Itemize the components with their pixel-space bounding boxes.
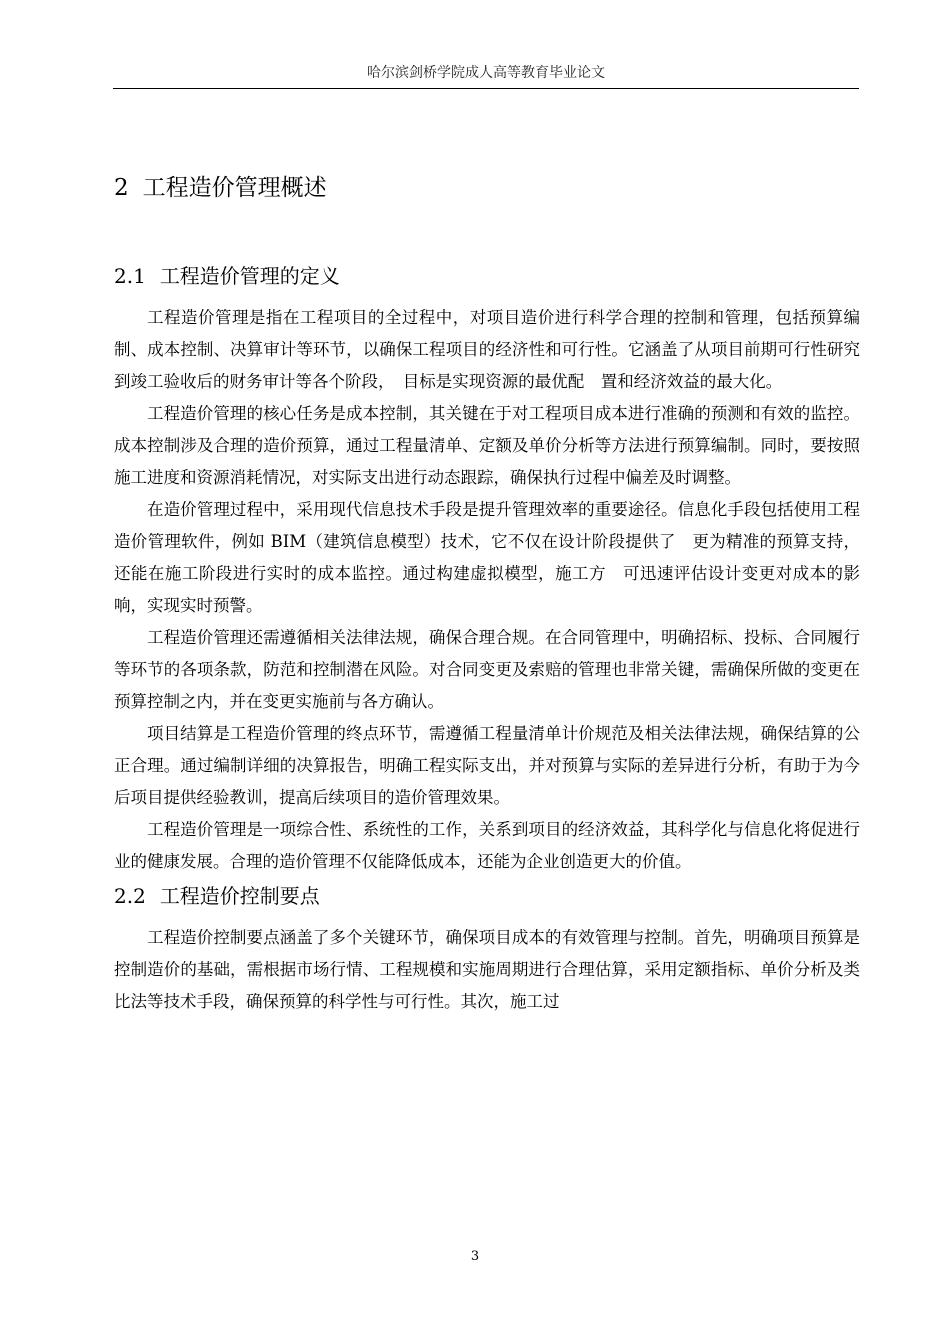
paragraph: 工程造价控制要点涵盖了多个关键环节，确保项目成本的有效管理与控制。首先，明确项目预算是控制造价的基础，需根据市场行情、工程规模和实施周期进行合理估算，采用定额指标、单价分析及类比法等技术手段，确保预算的科学性与可行性。其次，施工过 <box>114 928 860 1011</box>
section-heading <box>114 258 860 294</box>
paragraph: 在造价管理过程中，采用现代信息技术手段是提升管理效率的重要途径。信息化手段包括使用工程造价管理软件，例如 BIM（建筑信息模型）技术，它不仅在设计阶段提供了 更为精准的预算支持，还能在施工阶段进行实时的成本监控。通过构建虚拟模型，施工方 可迅速评估设计变更对成本的影响，实现实时预警。 <box>114 500 860 615</box>
section-title: 工程造价控制要点 <box>159 884 320 908</box>
section-heading <box>114 878 860 914</box>
header-rule <box>113 88 859 89</box>
page-content <box>114 168 860 1018</box>
section-title: 工程造价管理的定义 <box>159 264 340 288</box>
section-2-2 <box>114 878 860 1018</box>
running-header: 哈尔滨剑桥学院成人高等教育毕业论文 <box>367 65 605 81</box>
chapter-title: 工程造价管理概述 <box>142 175 327 201</box>
paragraph: 工程造价管理的核心任务是成本控制，其关键在于对工程项目成本进行准确的预测和有效的监控。成本控制涉及合理的造价预算，通过工程量清单、定额及单价分析等方法进行预算编制。同时，要按照施工进度和资源消耗情况，对实际支出进行动态跟踪，确保执行过程中偏差及时调整。 <box>114 404 860 487</box>
section-2-1 <box>114 258 860 878</box>
chapter-number: 2 <box>114 175 129 201</box>
paragraph: 工程造价管理还需遵循相关法律法规，确保合理合规。在合同管理中，明确招标、投标、合同履行等环节的各项条款，防范和控制潜在风险。对合同变更及索赔的管理也非常关键，需确保所做的变更在预算控制之内，并在变更实施前与各方确认。 <box>114 628 860 711</box>
section-number: 2.1 <box>114 264 146 288</box>
paragraph: 工程造价管理是一项综合性、系统性的工作，关系到项目的经济效益，其科学化与信息化将促进行业的健康发展。合理的造价管理不仅能降低成本，还能为企业创造更大的价值。 <box>114 820 860 871</box>
page-number: 3 <box>470 1249 480 1264</box>
paragraph: 项目结算是工程造价管理的终点环节，需遵循工程量清单计价规范及相关法律法规，确保结算的公正合理。通过编制详细的决算报告，明确工程实际支出，并对预算与实际的差异进行分析，有助于为今后项目提供经验教训，提高后续项目的造价管理效果。 <box>114 724 860 807</box>
chapter-heading <box>114 168 860 208</box>
paragraph: 工程造价管理是指在工程项目的全过程中，对项目造价进行科学合理的控制和管理，包括预算编制、成本控制、决算审计等环节，以确保工程项目的经济性和可行性。它涵盖了从项目前期可行性研究到竣工验收后的财务审计等各个阶段， 目标是实现资源的最优配 置和经济效益的最大化。 <box>114 308 860 391</box>
section-number: 2.2 <box>114 884 146 908</box>
